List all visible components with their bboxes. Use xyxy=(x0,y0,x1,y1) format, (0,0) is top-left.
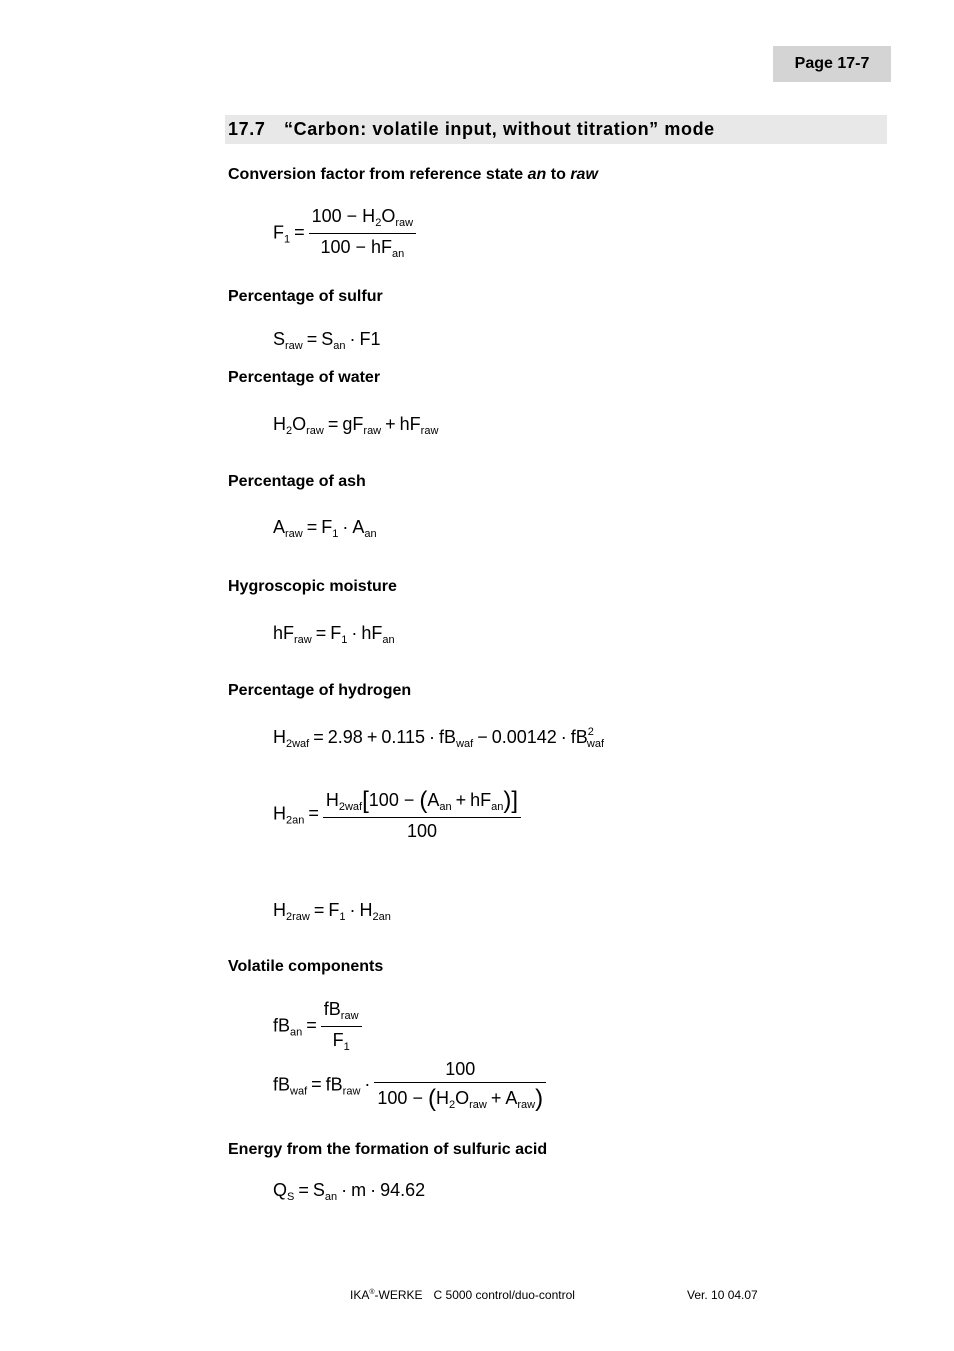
footer-version: Ver. 10 04.07 xyxy=(687,1288,758,1302)
heading-ash: Percentage of ash xyxy=(228,473,366,490)
section-title xyxy=(225,115,887,144)
section-number: 17.7 xyxy=(228,119,266,139)
footer-brand: IKA®-WERKE C 5000 control/duo-control xyxy=(350,1288,575,1302)
heading-conversion-factor: Conversion factor from reference state an to raw xyxy=(228,166,598,183)
equation-water: $H_2O_{raw} = gF_{raw} + hF_{raw}$ xyxy=(273,414,439,437)
equation-f1: $F_1$ = $\frac{100 - H_2O_{raw}}{100 - hF_{an}}$ xyxy=(273,207,416,260)
heading-hydrogen: Percentage of hydrogen xyxy=(228,682,412,699)
equation-moisture: $hF_{raw} = F_1 \cdot hF_{an}$ xyxy=(273,623,395,646)
heading-volatile: Volatile components xyxy=(228,958,384,975)
heading-sulfur: Percentage of sulfur xyxy=(228,288,383,305)
heading-water: Percentage of water xyxy=(228,369,381,386)
equation-sulfur: $S_{raw} = S_{an} \cdot F1$ xyxy=(273,329,381,352)
equation-ash: $A_{raw} = F_1 \cdot A_{an}$ xyxy=(273,517,377,540)
section-title-text: “Carbon: volatile input, without titration” mode xyxy=(284,119,715,139)
equation-h2waf: $H_{2waf} = 2.98 + 0.115 \cdot fB_{waf} - 0.00142 \cdot fB^2_{waf}$ xyxy=(273,726,605,750)
equation-h2an: $H_{2an}$ = $\frac{H_{2waf}[100 - (A_{an} + hF_{an})]}{100}$ xyxy=(273,789,521,840)
heading-moisture: Hygroscopic moisture xyxy=(228,578,397,595)
equation-fbwaf: $fB_{waf} = fB_{raw}$ · $\frac{100}{100 - (H_2O_{raw} + A_{raw})}$ xyxy=(273,1060,546,1111)
page-number-badge: Page 17-7 xyxy=(773,46,891,82)
heading-energy: Energy from the formation of sulfuric acid xyxy=(228,1141,548,1158)
equation-qs: $Q_S = S_{an} \cdot m \cdot 94.62$ xyxy=(273,1180,426,1203)
equation-h2raw: $H_{2raw} = F_1 \cdot H_{2an}$ xyxy=(273,900,391,923)
equation-fban: $fB_{an}$ = $\frac{fB_{raw}}{F_1}$ xyxy=(273,1000,362,1053)
